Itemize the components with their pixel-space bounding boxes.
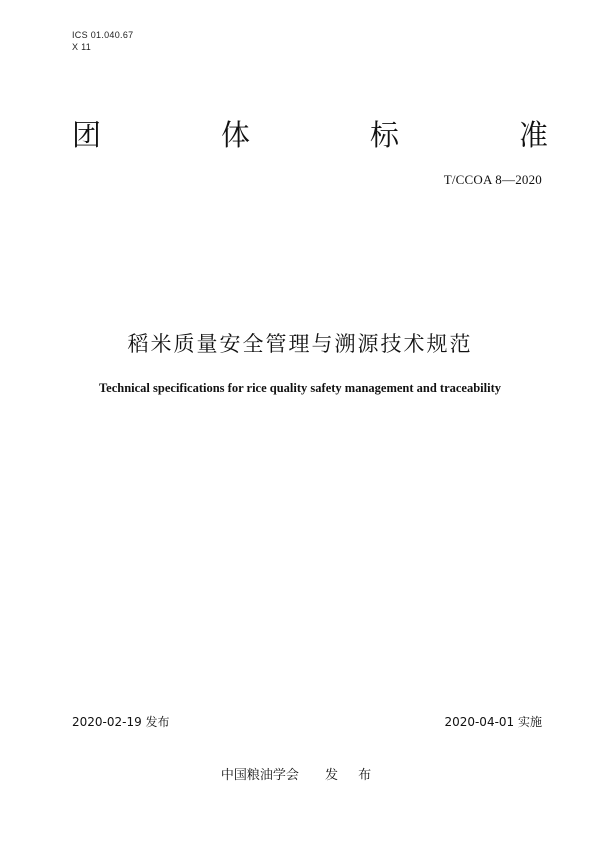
classification-codes	[72, 29, 133, 53]
category-char: 团	[72, 117, 102, 152]
ccs-code: X 11	[72, 42, 92, 52]
title-english: Technical specifications for rice quality safety management and traceability	[98, 381, 502, 395]
category-char: 体	[220, 117, 250, 152]
implement-date: 2020-04-01 实施	[444, 715, 542, 729]
standard-category-heading	[72, 112, 548, 154]
divider	[72, 192, 548, 193]
ics-code: ICS 01.040.67	[72, 30, 134, 40]
issuer-organization: 中国粮油学会	[220, 768, 299, 783]
issuer	[0, 764, 600, 783]
category-char: 标	[369, 117, 399, 152]
issuer-verb: 发 布	[324, 768, 380, 783]
title-chinese: 稻米质量安全管理与溯源技术规范	[127, 332, 473, 356]
category-char: 准	[518, 117, 548, 152]
standard-number: T/CCOA 8—2020	[443, 172, 542, 187]
publish-date: 2020-02-19 发布	[72, 715, 170, 729]
